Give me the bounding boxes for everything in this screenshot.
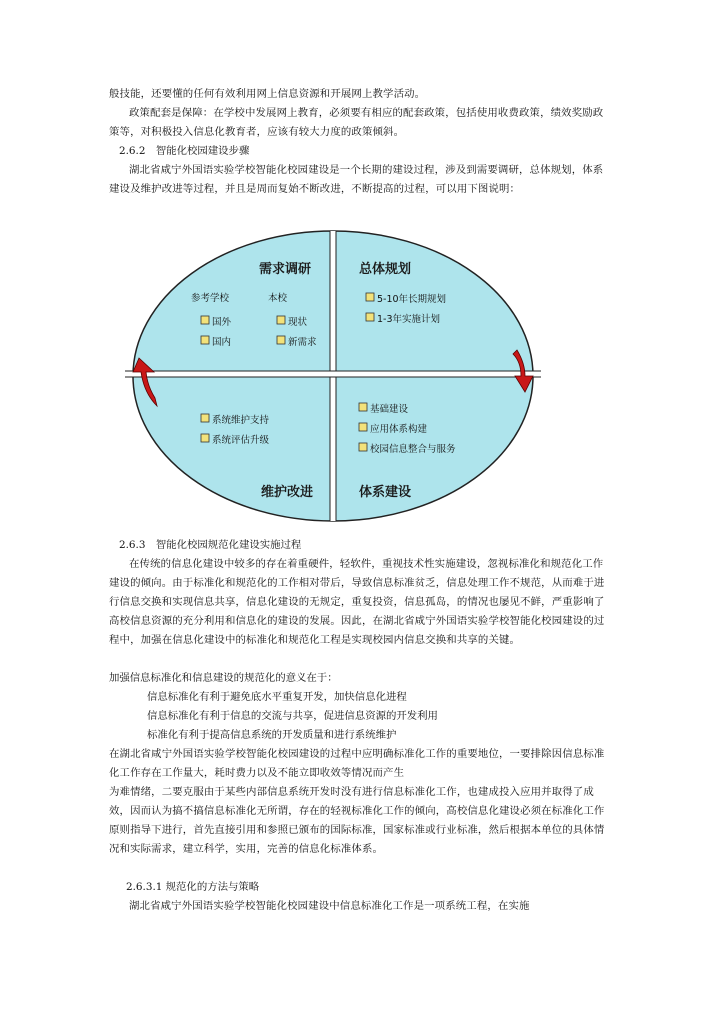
q1-col1-label: 参考学校	[191, 293, 230, 304]
heading-2-6-3: 2.6.3 智能化校园规范化建设实施过程	[119, 539, 302, 551]
significance-item-3: 标准化有利于提高信息系统的开发质量和进行系统维护	[147, 729, 397, 741]
paragraph-policy: 政策配套是保障：在学校中发展网上教育，必须要有相应的配套政策，包括使用收费政策，绩效奖励政策等，对积极投入信息化教育者，应该有较大力度的政策倾斜。	[109, 107, 604, 138]
q1-col1-item: 国内	[212, 337, 232, 348]
campus-construction-cycle-diagram	[123, 226, 543, 526]
paragraph-2-6-2: 湖北省咸宁外国语实验学校智能化校园建设是一个长期的建设过程，涉及到需要调研，总体规划，体系建设及维护改进等过程，并且是周而复始不断改进，不断提高的过程，可以用下图说明：	[109, 164, 604, 195]
checkbox-icon	[277, 336, 285, 344]
paragraph-difficulty: 为难情绪，二要克服由于某些内部信息系统开发时没有进行信息标准化工作，也建成投入应用并取得了成效，因而认为搞不搞信息标准化无所谓，存在的轻视标准化工作的倾向，高校信息化建设必须在标准化工作原则指导下进行，首先直接引用和参照已颁布的国际标准，国家标准或行业标准，然后根据本单位的具体情况和实际需求，建立科学，实用，完善的信息化标准体系。	[109, 786, 605, 855]
q4-item: 应用体系构建	[370, 424, 428, 435]
checkbox-icon	[201, 434, 209, 442]
checkbox-icon	[359, 423, 367, 431]
q3-item: 系统维护支持	[212, 415, 270, 426]
paragraph-last: 湖北省咸宁外国语实验学校智能化校园建设中信息标准化工作是一项系统工程，在实施	[129, 900, 530, 912]
heading-2-6-2: 2.6.2 智能化校园建设步骤	[119, 145, 250, 157]
checkbox-icon	[201, 336, 209, 344]
q3-title: 维护改进	[260, 485, 313, 500]
significance-item-1: 信息标准化有利于避免底水平重复开发，加快信息化进程	[147, 691, 407, 703]
checkbox-icon	[366, 293, 374, 301]
significance-intro: 加强信息标准化和信息建设的规范化的意义在于：	[109, 672, 338, 684]
paragraph-priority: 在湖北省咸宁外国语实验学校智能化校园建设的过程中应明确标准化工作的重要地位，一要排除因信息标准化工作存在工作量大，耗时费力以及不能立即收效等情况而产生	[109, 748, 605, 779]
checkbox-icon	[277, 316, 285, 324]
q4-title: 体系建设	[359, 485, 412, 500]
checkbox-icon	[359, 443, 367, 451]
heading-2-6-3-1: 2.6.3.1 规范化的方法与策略	[126, 881, 260, 893]
checkbox-icon	[359, 403, 367, 411]
paragraph-2-6-3: 在传统的信息化建设中较多的存在着重硬件，轻软件，重视技术性实施建设，忽视标准化和规范化工作建设的倾向。由于标准化和规范化的工作相对带后，导致信息标准贫乏，信息处理工作不规范，从而难于进行信息交换和实现信息共享，信息化建设的无规定，重复投资，信息孤岛，的情况也屡见不鲜，严重影响了高校信息资源的充分利用和信息化的建设的发展。因此，在湖北省咸宁外国语实验学校智能化校园建设的过程中，加强在信息化建设中的标准化和规范化工程是实现校园内信息交换和共享的关键。	[109, 558, 605, 646]
checkbox-icon	[366, 313, 374, 321]
q2-title: 总体规划	[359, 262, 412, 277]
q1-title: 需求调研	[258, 262, 311, 277]
q4-item: 基础建设	[370, 404, 409, 415]
q1-col2-item: 新需求	[288, 337, 317, 348]
q3-item: 系统评估升级	[212, 435, 270, 446]
q1-col2-label: 本校	[268, 293, 288, 304]
q2-item: 5-10年长期规划	[377, 294, 447, 305]
paragraph-continuation: 般技能，还要懂的任何有效利用网上信息资源和开展网上教学活动。	[109, 88, 426, 100]
q1-col1-item: 国外	[212, 317, 232, 328]
checkbox-icon	[201, 414, 209, 422]
q2-item: 1-3年实施计划	[377, 314, 441, 325]
q1-col2-item: 现状	[288, 317, 308, 328]
significance-item-2: 信息标准化有利于信息的交流与共享，促进信息资源的开发利用	[147, 710, 438, 722]
checkbox-icon	[201, 316, 209, 324]
q4-item: 校园信息整合与服务	[370, 444, 456, 455]
